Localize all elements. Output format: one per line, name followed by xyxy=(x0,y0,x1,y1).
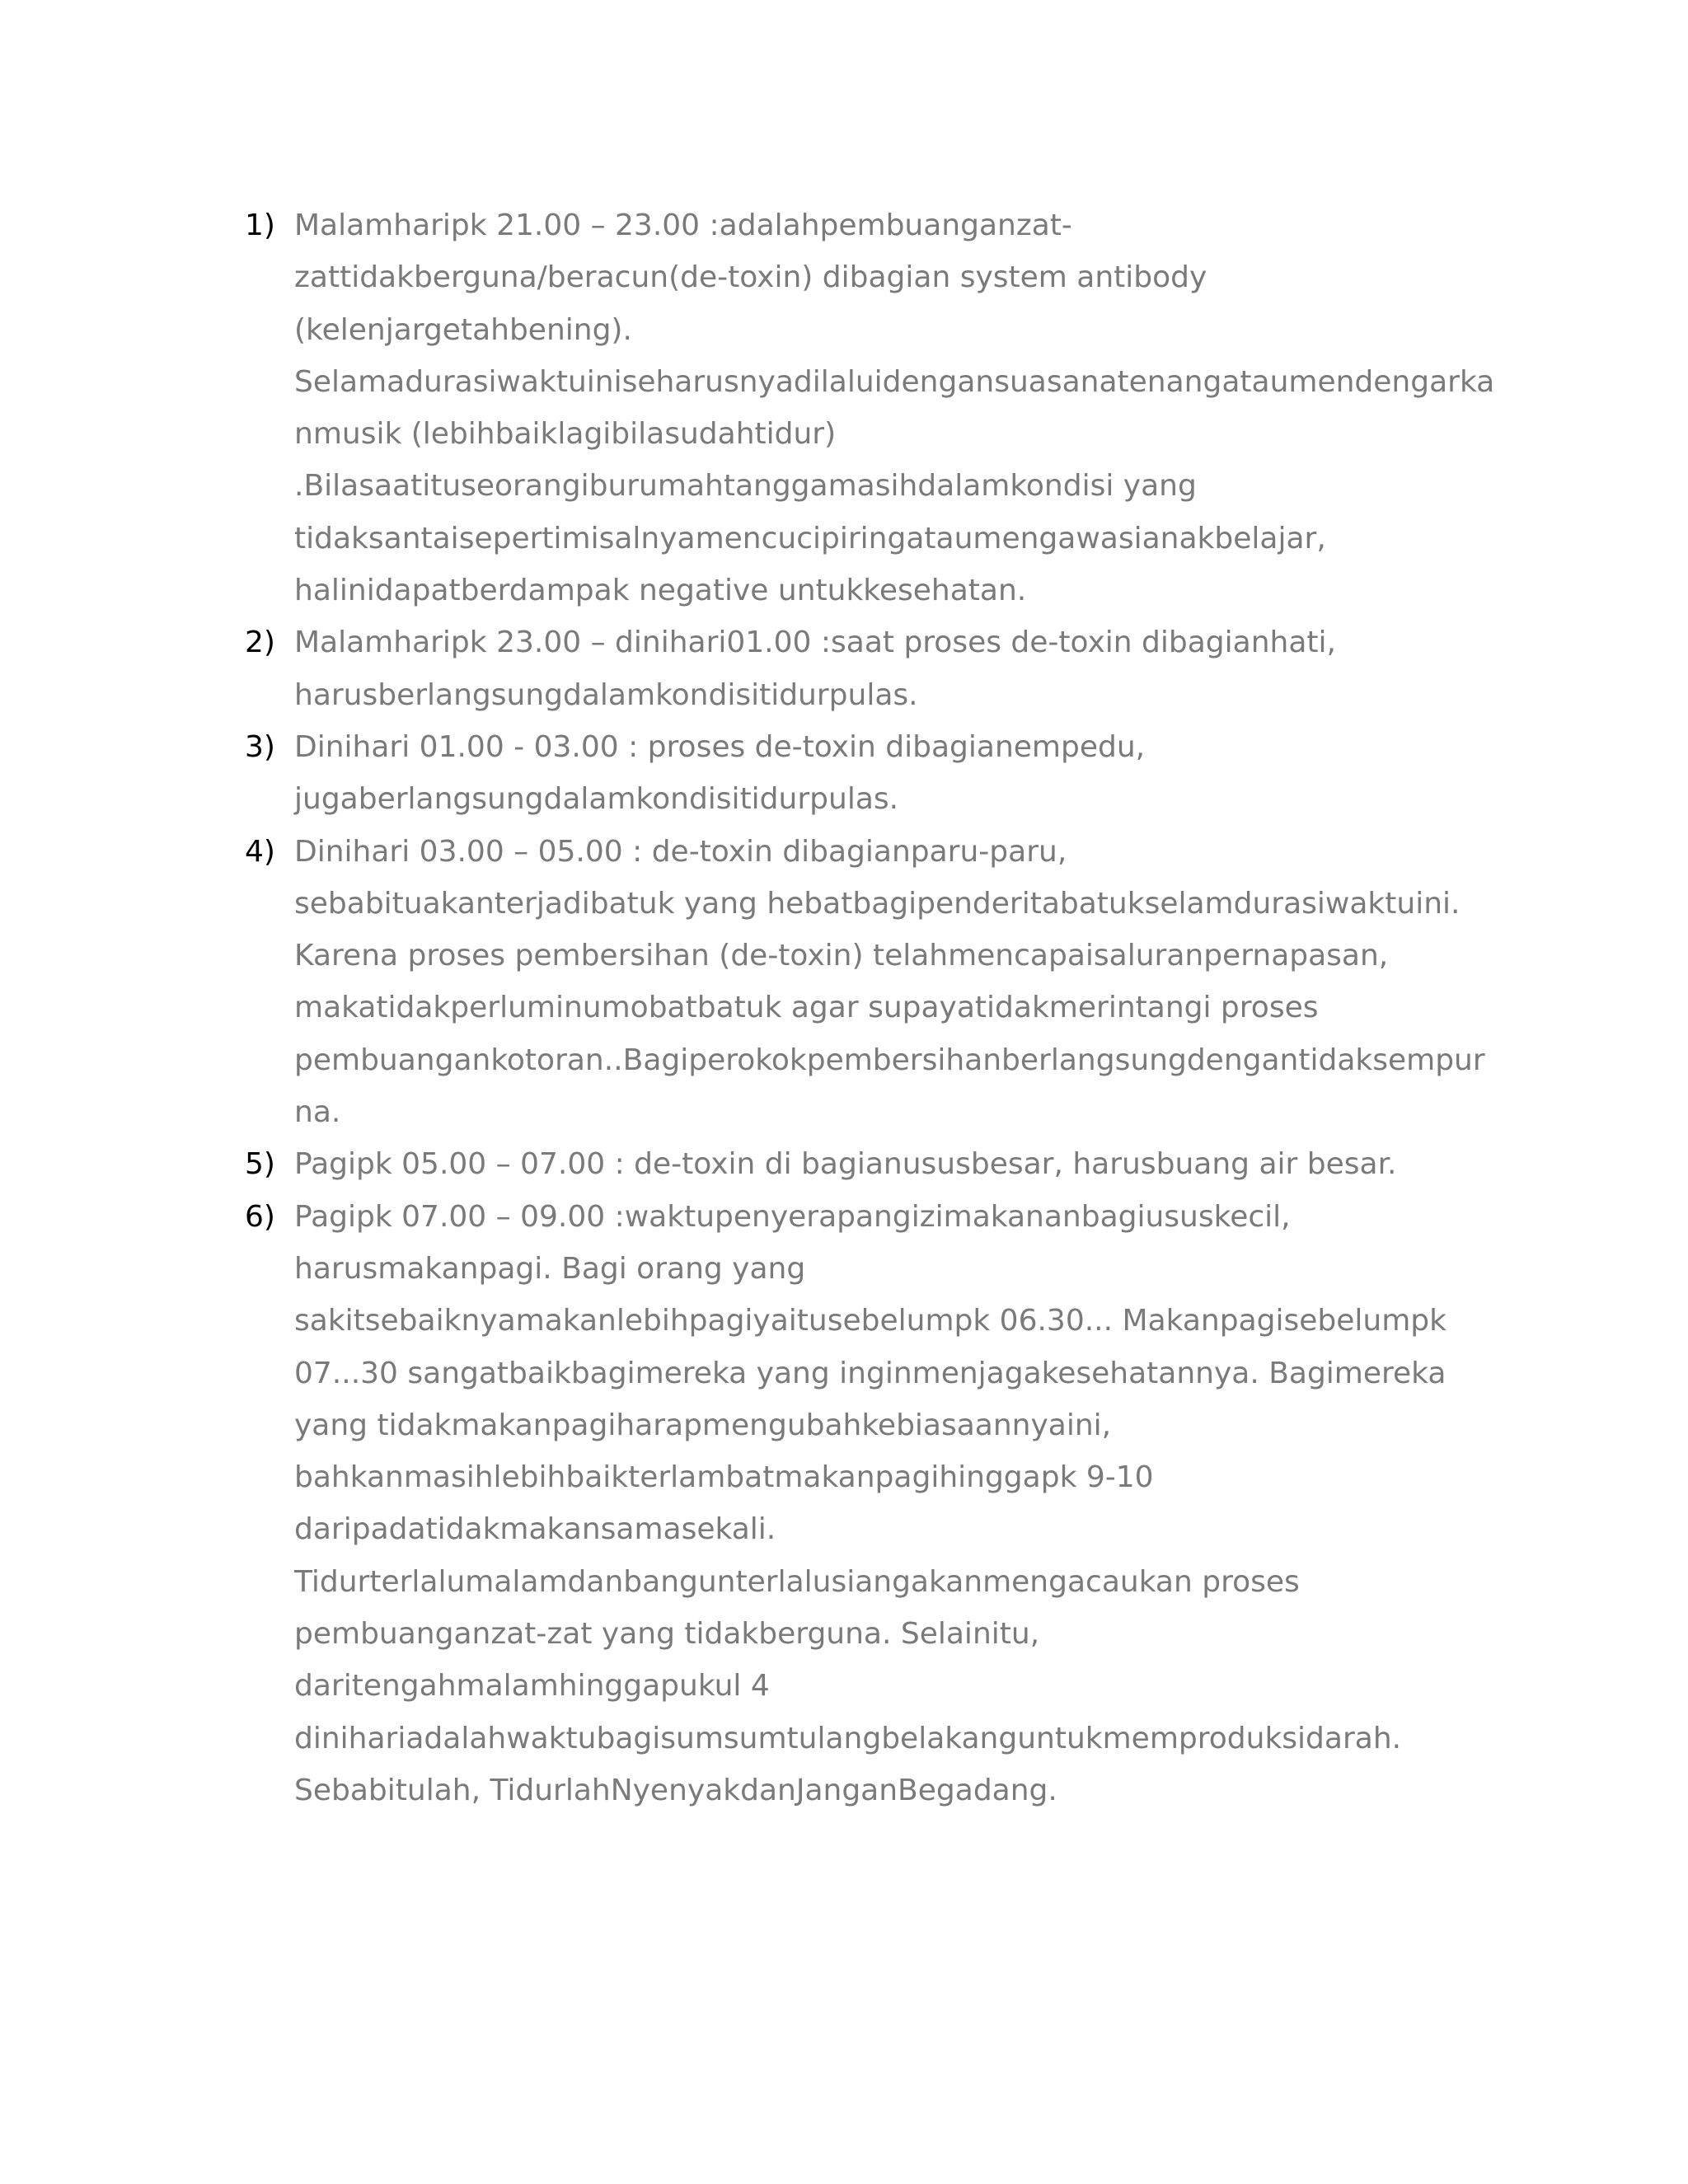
text-line: bahkanmasihlebihbaikterlambatmakanpagihinggapk 9-10 xyxy=(294,1460,1154,1495)
list-item xyxy=(245,616,1481,721)
text-line: zattidakberguna/beracun(de-toxin) dibagian system antibody xyxy=(294,260,1207,295)
text-line: .Bilasaatituseorangiburumahtanggamasihdalamkondisi yang xyxy=(294,469,1197,504)
text-line: (kelenjargetahbening). xyxy=(294,312,632,347)
text-line: Sebabitulah, TidurlahNyenyakdanJanganBegadang. xyxy=(294,1773,1057,1807)
text-line: tidaksantaisepertimisalnyamencucipiringataumengawasianakbelajar, xyxy=(294,521,1326,555)
list-item-text xyxy=(294,199,1494,616)
text-line: nmusik (lebihbaiklagibilasudahtidur) xyxy=(294,417,837,452)
list-item-number: 5) xyxy=(245,1147,275,1182)
list-item-number: 2) xyxy=(245,626,275,660)
text-line: Dinihari 01.00 - 03.00 : proses de-toxin dibagianempedu, xyxy=(294,729,1146,764)
list-item-text xyxy=(294,1191,1481,1817)
text-line: Pagipk 05.00 – 07.00 : de-toxin di bagianususbesar, harusbuang air besar. xyxy=(294,1147,1397,1182)
text-line: makatidakperluminumobatbatuk agar supayatidakmerintangi proses xyxy=(294,991,1319,1025)
list-item-text xyxy=(294,826,1485,1139)
list-item xyxy=(245,1138,1481,1190)
list-item xyxy=(245,721,1481,826)
list-item-text xyxy=(294,616,1481,721)
list-item xyxy=(245,1191,1481,1817)
text-line: harusmakanpagi. Bagi orang yang xyxy=(294,1251,806,1286)
text-line: dinihariadalahwaktubagisumsumtulangbelakanguntukmemproduksidarah. xyxy=(294,1721,1402,1755)
list-item-number: 6) xyxy=(245,1199,275,1234)
list-item-number: 3) xyxy=(245,729,275,764)
text-line: sakitsebaiknyamakanlebihpagiyaitusebelumpk 06.30... Makanpagisebelumpk xyxy=(294,1304,1447,1338)
text-line: sebabituakanterjadibatuk yang hebatbagipenderitabatukselamdurasiwaktuini. xyxy=(294,886,1461,921)
text-line: Selamadurasiwaktuiniseharusnyadilaluidengansuasanatenangataumendengarka xyxy=(294,364,1495,399)
text-line: Dinihari 03.00 – 05.00 : de-toxin dibagianparu-paru, xyxy=(294,834,1067,869)
numbered-list xyxy=(245,199,1495,1816)
text-line: Pagipk 07.00 – 09.00 :waktupenyerapangizimakananbagiususkecil, xyxy=(294,1199,1291,1234)
list-item xyxy=(245,199,1495,616)
text-line: jugaberlangsungdalamkondisitidurpulas. xyxy=(294,782,899,817)
text-line: daripadatidakmakansamasekali. xyxy=(294,1512,776,1547)
text-line: Tidurterlalumalamdanbangunterlalusiangakanmengacaukan proses xyxy=(294,1564,1300,1599)
text-line: harusberlangsungdalamkondisitidurpulas. xyxy=(294,677,918,712)
text-line: daritengahmalamhinggapukul 4 xyxy=(294,1669,770,1704)
list-item xyxy=(245,826,1485,1139)
text-line: pembuanganzat-zat yang tidakberguna. Selainitu, xyxy=(294,1617,1040,1652)
text-line: pembuangankotoran..Bagiperokokpembersihanberlangsungdengantidaksempur xyxy=(294,1043,1485,1077)
text-line: Malamharipk 21.00 – 23.00 :adalahpembuanganzat- xyxy=(294,209,1072,242)
list-item-text xyxy=(294,721,1481,826)
text-line: yang tidakmakanpagiharapmengubahkebiasaannyaini, xyxy=(294,1408,1112,1442)
text-line: halinidapatberdampak negative untukkesehatan. xyxy=(294,574,1027,608)
list-item-text xyxy=(294,1138,1481,1190)
text-line: na. xyxy=(294,1095,341,1130)
list-item-number: 1) xyxy=(245,209,275,242)
text-line: 07...30 sangatbaikbagimereka yang inginmenjagakesehatannya. Bagimereka xyxy=(294,1356,1447,1390)
list-item-number: 4) xyxy=(245,834,275,869)
text-line: Karena proses pembersihan (de-toxin) telahmencapaisaluranpernapasan, xyxy=(294,939,1389,973)
text-line: Malamharipk 23.00 – dinihari01.00 :saat proses de-toxin dibagianhati, xyxy=(294,626,1336,660)
